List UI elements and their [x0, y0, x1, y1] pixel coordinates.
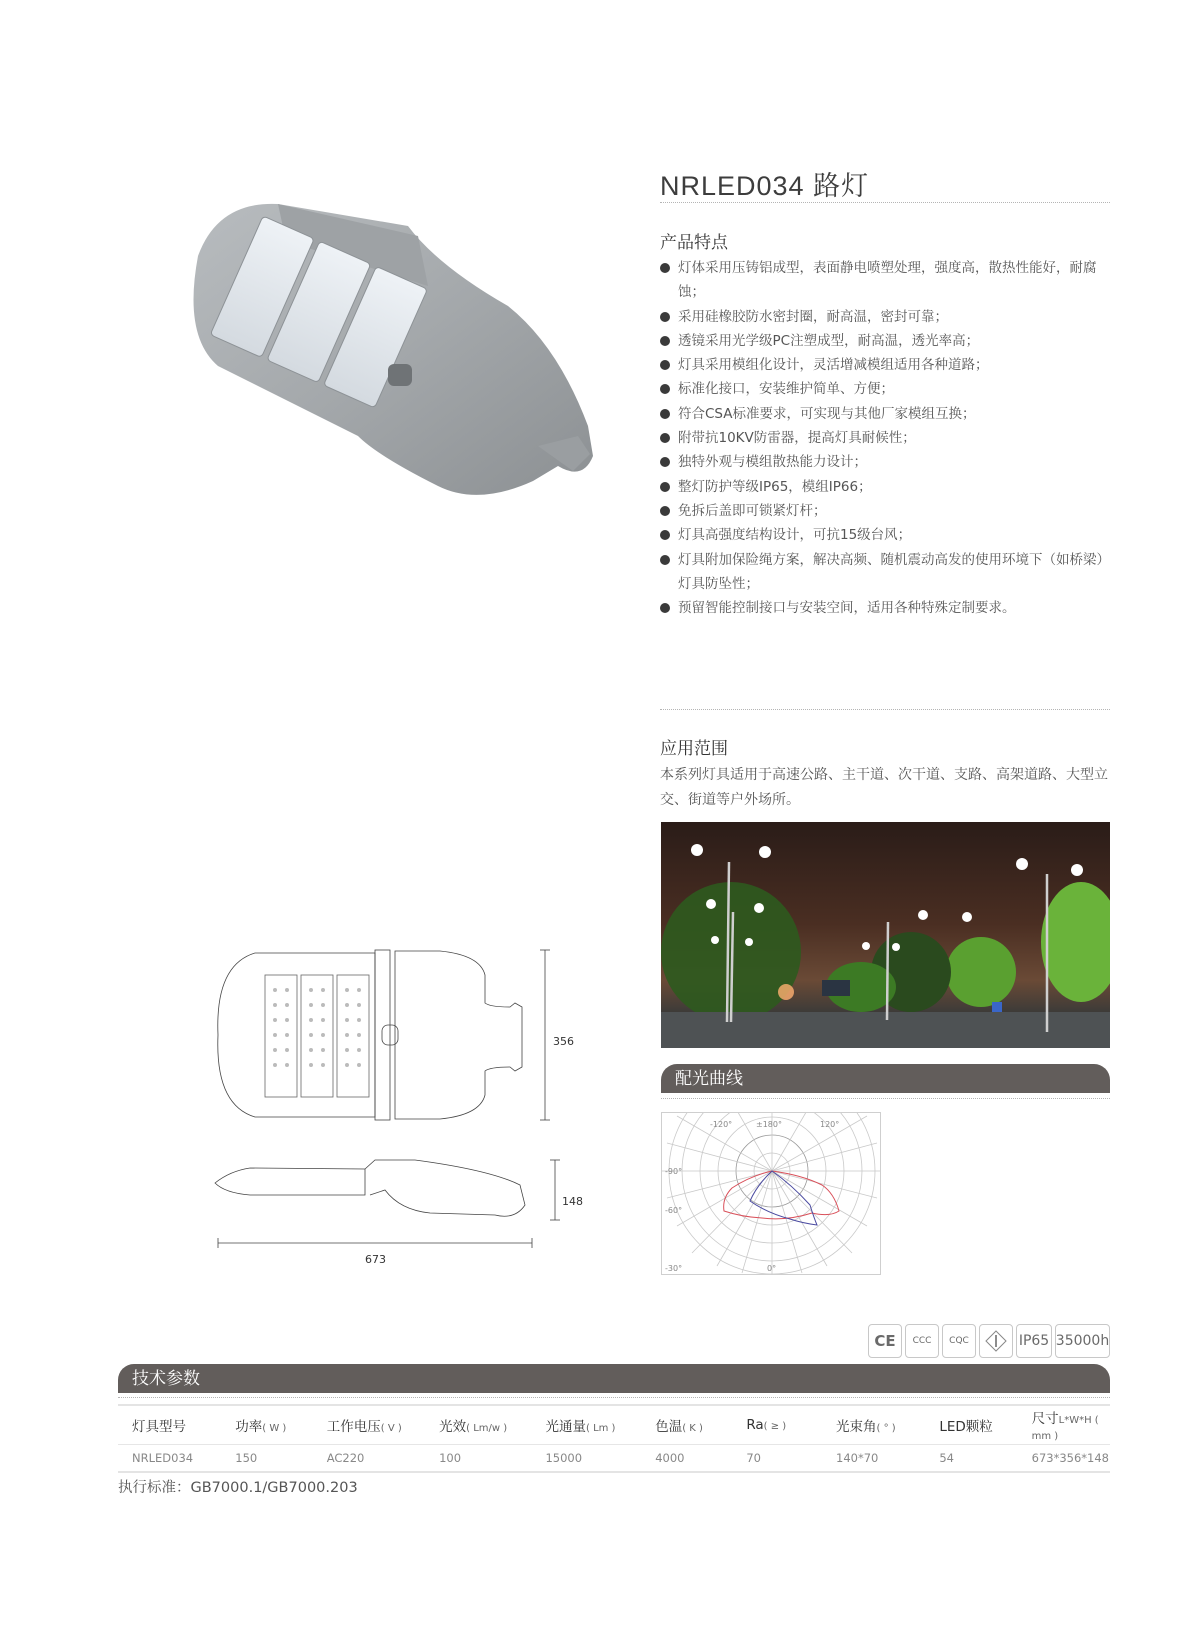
cell-power: 150 [221, 1445, 312, 1473]
class-ii-insulation-icon [979, 1324, 1013, 1358]
feature-item: 采用硅橡胶防水密封圈，耐高温，密封可靠； [660, 305, 1120, 329]
col-cct: 色温( K ) [641, 1405, 732, 1445]
col-beam-angle: 光束角( ° ) [822, 1405, 925, 1445]
ce-mark-icon: CE [868, 1324, 902, 1358]
feature-item: 免拆后盖即可锁紧灯杆； [660, 499, 1120, 523]
feature-item: 灯具附加保险绳方案，解决高频、随机震动高发的使用环境下（如桥梁）灯具防坠性； [660, 548, 1120, 597]
cell-cct: 4000 [641, 1445, 732, 1473]
title-divider [660, 202, 1110, 203]
feature-item: 符合CSA标准要求，可实现与其他厂家模组互换； [660, 402, 1120, 426]
product-title: NRLED034 路灯 [660, 171, 870, 201]
col-model: 灯具型号 [118, 1405, 221, 1445]
light-curve-divider [661, 1098, 1110, 1099]
length-dimension-label: 673 [365, 1253, 386, 1266]
height-dimension-label: 356 [553, 1035, 574, 1048]
col-voltage: 工作电压( V ) [313, 1405, 425, 1445]
feature-item: 独特外观与模组散热能力设计； [660, 450, 1120, 474]
feature-item: 标准化接口，安装维护简单、方便； [660, 377, 1120, 401]
cell-ra: 70 [732, 1445, 822, 1473]
col-efficacy: 光效( Lm/w ) [425, 1405, 531, 1445]
feature-item: 透镜采用光学级PC注塑成型，耐高温，透光率高； [660, 329, 1120, 353]
features-list [660, 256, 1120, 620]
polar-label-120: 120° [820, 1120, 840, 1129]
polar-label-180: ±180° [756, 1120, 782, 1129]
cell-efficacy: 100 [425, 1445, 531, 1473]
cell-flux: 15000 [531, 1445, 641, 1473]
cell-model: NRLED034 [118, 1445, 221, 1473]
ccc-mark-icon: CCC [905, 1324, 939, 1358]
cell-voltage: AC220 [313, 1445, 425, 1473]
cell-beam-angle: 140*70 [822, 1445, 925, 1473]
col-led-count: LED颗粒 [925, 1405, 1017, 1445]
specs-table [118, 1404, 1110, 1473]
polar-label-minus60: -60° [665, 1206, 683, 1215]
cell-size: 673*356*148 [1018, 1445, 1110, 1473]
polar-chart [661, 1112, 881, 1275]
certification-badges [868, 1324, 1110, 1358]
table-row [118, 1445, 1110, 1473]
light-curve-header [661, 1064, 1110, 1093]
application-text: 本系列灯具适用于高速公路、主干道、次干道、支路、高架道路、大型立交、街道等户外场所。 [660, 767, 1108, 808]
dimension-drawing [210, 945, 600, 1280]
feature-item: 预留智能控制接口与安装空间，适用各种特殊定制要求。 [660, 596, 1120, 620]
lifetime-icon: 35000h [1055, 1324, 1110, 1358]
polar-label-minus90: -90° [665, 1167, 683, 1176]
polar-label-minus30: -30° [665, 1264, 683, 1273]
section-divider [660, 709, 1110, 710]
side-height-dimension-label: 148 [562, 1195, 583, 1208]
standard-text: 执行标准：GB7000.1/GB7000.203 [118, 1480, 358, 1496]
col-flux: 光通量( Lm ) [531, 1405, 641, 1445]
polar-label-minus120: -120° [710, 1120, 733, 1129]
cqc-mark-icon: CQC [942, 1324, 976, 1358]
polar-label-0: 0° [767, 1264, 777, 1273]
specs-header-row [118, 1405, 1110, 1445]
feature-item: 灯体采用压铸铝成型，表面静电喷塑处理，强度高，散热性能好，耐腐蚀； [660, 256, 1120, 305]
product-photo [178, 196, 623, 526]
feature-item: 灯具高强度结构设计，可抗15级台风； [660, 523, 1120, 547]
specs-divider [118, 1397, 1110, 1398]
light-curve-heading: 配光曲线 [675, 1069, 743, 1089]
feature-item: 灯具采用模组化设计，灵活增减模组适用各种道路； [660, 353, 1120, 377]
application-photo [661, 822, 1110, 1048]
ip65-icon: IP65 [1016, 1324, 1052, 1358]
col-power: 功率( W ) [221, 1405, 312, 1445]
col-ra: Ra( ≥ ) [732, 1405, 822, 1445]
specs-header [118, 1364, 1110, 1393]
features-heading: 产品特点 [660, 233, 728, 253]
specs-heading: 技术参数 [132, 1369, 200, 1389]
feature-item: 附带抗10KV防雷器，提高灯具耐候性； [660, 426, 1120, 450]
col-size: 尺寸L*W*H ( mm ) [1018, 1405, 1110, 1445]
application-heading: 应用范围 [660, 739, 728, 759]
cell-led-count: 54 [925, 1445, 1017, 1473]
feature-item: 整灯防护等级IP65，模组IP66； [660, 475, 1120, 499]
